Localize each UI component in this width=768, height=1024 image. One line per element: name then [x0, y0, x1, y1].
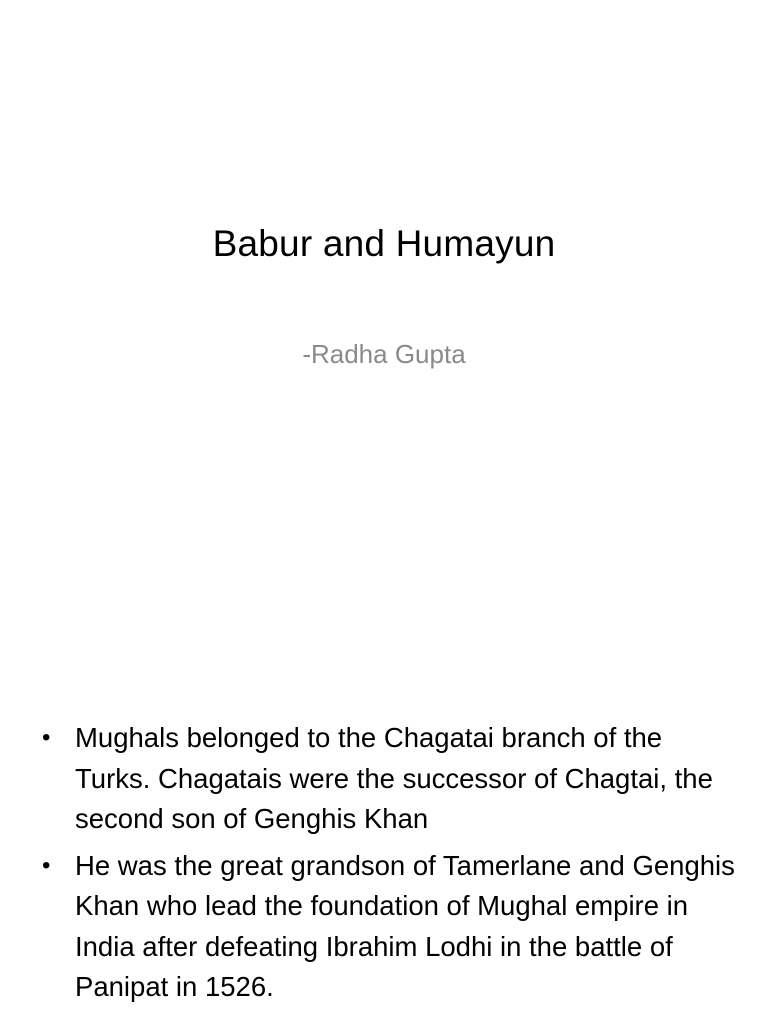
bullet-icon: •: [42, 851, 51, 879]
bullet-text: Mughals belonged to the Chagatai branch of the Turks. Chagatais were the successor of Chagtai, the second son of Genghis Khan: [75, 722, 713, 834]
bullet-item: [42, 846, 742, 1008]
slide-subtitle: -Radha Gupta: [302, 339, 466, 369]
slide-title: Babur and Humayun: [212, 223, 556, 264]
bullet-icon: •: [42, 724, 51, 751]
bullet-text: He was the great grandson of Tamerlane and Genghis Khan who lead the foundation of Mughal empire in India after defeating Ibrahim Lodhi in the battle of Panipat in 1526.: [75, 849, 735, 1002]
bullet-list: [42, 718, 742, 1014]
bullet-item: [42, 718, 742, 840]
